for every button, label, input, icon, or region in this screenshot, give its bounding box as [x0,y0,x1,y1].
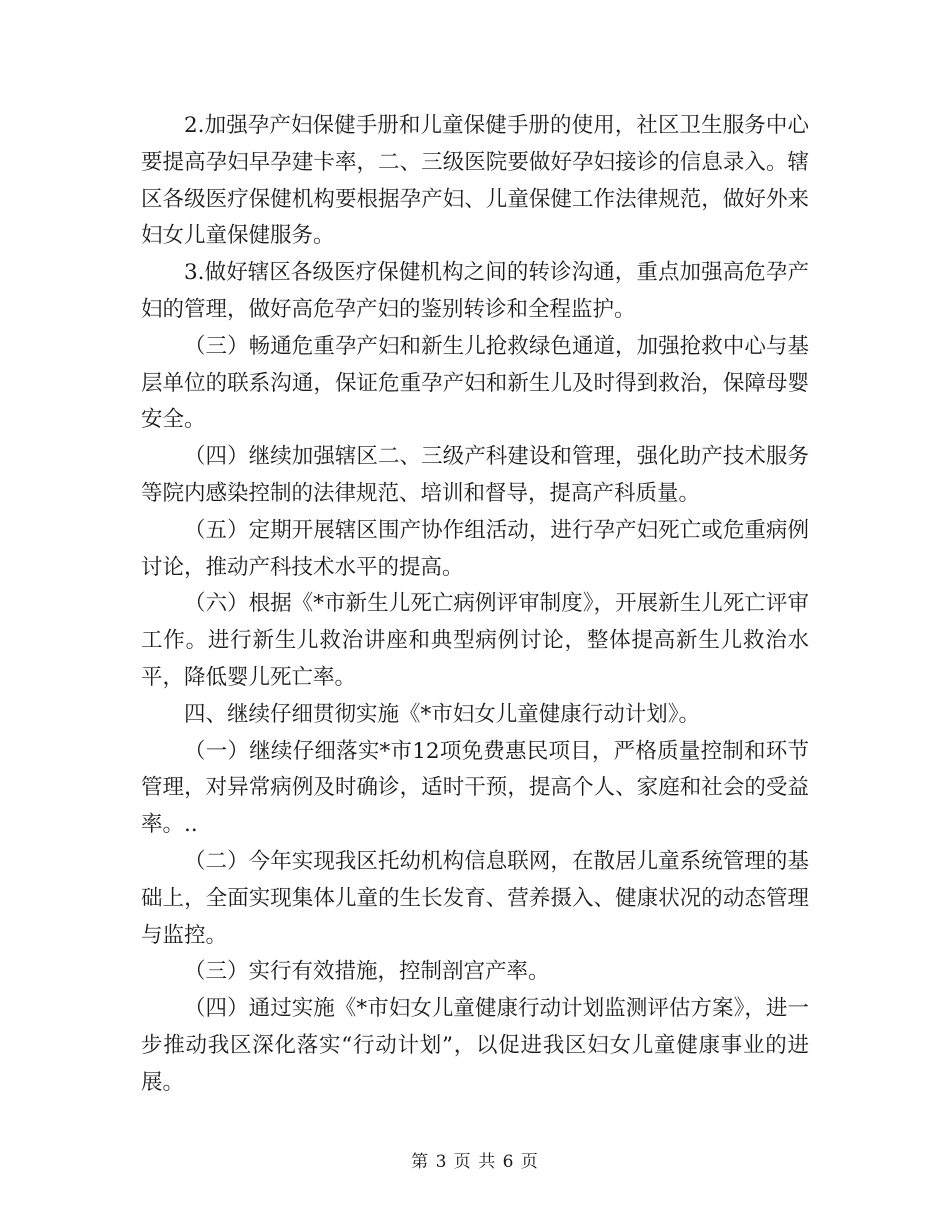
paragraph: 2.加强孕产妇保健手册和儿童保健手册的使用，社区卫生服务中心要提高孕妇早孕建卡率，二、三级医院要做好孕妇接诊的信息录入。辖区各级医疗保健机构要根据孕产妇、儿童保健工作法律规范，做好外来妇女儿童保健服务。 [141,113,809,249]
section-heading: 四、继续仔细贯彻实施《*市妇女儿童健康行动计划》。 [184,701,701,727]
paragraph: （六）根据《*市新生儿死亡病例评审制度》，开展新生儿死亡评审工作。进行新生儿救治讲座和典型病例讨论，整体提高新生儿救治水平，降低婴儿死亡率。 [141,591,809,690]
paragraph: （一）继续仔细落实*市12项免费惠民项目，严格质量控制和环节管理，对异常病例及时确诊，适时干预，提高个人、家庭和社会的受益率。.. [141,738,809,838]
paragraph: （三）畅通危重孕产妇和新生儿抢救绿色通道，加强抢救中心与基层单位的联系沟通，保证危重孕产妇和新生儿及时得到救治，保障母婴安全。 [141,333,809,433]
paragraph: （二）今年实现我区托幼机构信息联网，在散居儿童系统管理的基础上，全面实现集体儿童的生长发育、营养摄入、健康状况的动态管理与监控。 [141,848,809,948]
paragraph: （四）通过实施《*市妇女儿童健康行动计划监测评估方案》，进一步推动我区深化落实“行动计划”，以促进我区妇女儿童健康事业的进展。 [141,996,809,1095]
paragraph: （四）继续加强辖区二、三级产科建设和管理，强化助产技术服务等院内感染控制的法律规范、培训和督导，提高产科质量。 [141,444,809,506]
page-number-footer: 第 3 页 共 6 页 [411,1152,539,1172]
document-body [141,108,809,1102]
paragraph: （五）定期开展辖区围产协作组活动，进行孕产妇死亡或危重病例讨论，推动产科技术水平的提高。 [141,517,809,580]
paragraph: 3.做好辖区各级医疗保健机构之间的转诊沟通，重点加强高危孕产妇的管理，做好高危孕产妇的鉴别转诊和全程监护。 [141,260,809,322]
paragraph: （三）实行有效措施，控制剖宫产率。 [184,959,550,985]
